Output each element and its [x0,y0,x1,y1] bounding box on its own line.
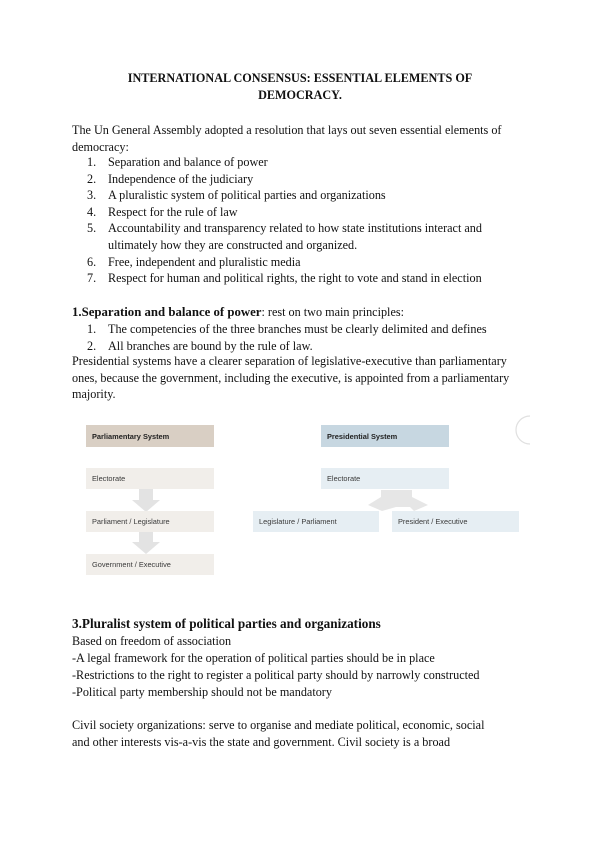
arrow-electorate-to-branches [368,490,428,511]
parliamentary-legislature-box: Parliament / Legislature [86,511,214,532]
list-item: 6. Free, independent and pluralistic media [87,254,301,269]
section3-line: -Restrictions to the right to register a political party should by narrowly constructed [72,668,480,682]
presidential-president-box: President / Executive [392,511,519,532]
title-line-2: DEMOCRACY. [258,88,342,102]
list-item: 7. Respect for human and political rights, the right to vote and stand in election [87,271,482,286]
section1-paragraph: Presidential systems have a clearer separation of legislative-executive than parliamentary ones, because the government, including the executive, is appointed from a parliamentary majority. [72,354,510,402]
edge-circle-fragment [516,416,530,444]
list-item: 2. Independence of the judiciary [87,171,254,186]
intro-paragraph: The Un General Assembly adopted a resolution that lays out seven essential elements of democracy: [72,123,502,154]
list-item: 4. Respect for the rule of law [87,204,238,219]
section3-line: Based on freedom of association [72,634,232,648]
presidential-electorate-box: Electorate [321,468,449,489]
list-item: 1. Separation and balance of power [87,155,268,169]
section3-line: -Political party membership should not be mandatory [72,685,332,699]
list-item: 5. Accountability and transparency related to how state institutions interact and ultimately how they are constructed and organized. [87,221,482,252]
list-item: 2. All branches are bound by the rule of law. [87,338,313,353]
presidential-title-box: Presidential System [321,425,449,447]
parliamentary-electorate-box: Electorate [86,468,214,489]
civil-society-line-2: and other interests vis-a-vis the state and government. Civil society is a broad [72,735,451,749]
section1-heading: 1.Separation and balance of power [72,305,262,319]
presidential-legislature-box: Legislature / Parliament [253,511,379,532]
section3-line: -A legal framework for the operation of political parties should be in place [72,651,435,665]
parliamentary-government-box: Government / Executive [86,554,214,575]
parliamentary-title-box: Parliamentary System [86,425,214,447]
list-item: 3. A pluralistic system of political parties and organizations [87,188,386,203]
arrow-electorate-to-legislature [132,489,160,512]
list-item: 1. The competencies of the three branches must be clearly delimited and defines [87,322,487,336]
section3-heading: 3.Pluralist system of political parties and organizations [72,616,381,631]
arrow-legislature-to-government [132,531,160,554]
section1-heading-rest: : rest on two main principles: [261,305,404,319]
civil-society-line-1: Civil society organizations: serve to organise and mediate political, economic, social [72,718,485,732]
title-line-1: INTERNATIONAL CONSENSUS: ESSENTIAL ELEMENTS OF [127,71,473,85]
